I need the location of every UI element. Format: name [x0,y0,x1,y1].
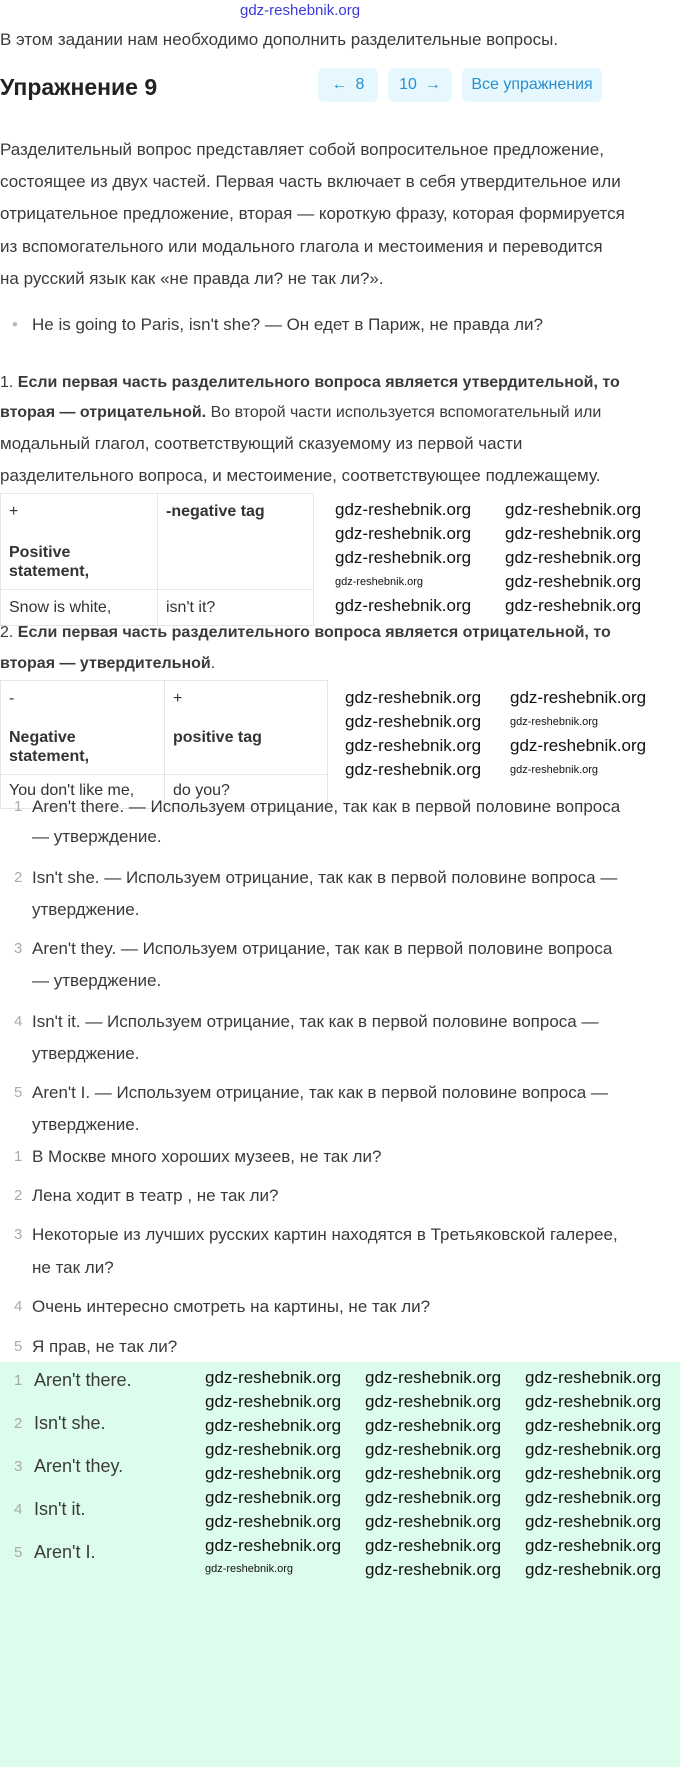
watermark: gdz-reshebnik.org [335,524,472,543]
watermark: gdz-reshebnik.org [205,1464,342,1483]
watermark: gdz-reshebnik.org [365,1416,502,1435]
explanation-item: — утверждение. [32,827,162,846]
translation-item: Некоторые из лучших русских картин находятся в Третьяковской галерее, [32,1225,618,1244]
watermark: gdz-reshebnik.org [525,1464,662,1483]
watermark: gdz-reshebnik.org [335,548,472,567]
translation-item: не так ли? [32,1258,114,1277]
page-title: Упражнение 9 [0,74,158,100]
item-number: 2 [14,1187,23,1204]
rule-heading: Если первая часть разделительного вопроса является утвердительной, то [17,374,620,391]
translation-item: В Москве много хороших музеев, не так ли? [32,1147,382,1166]
watermark: gdz-reshebnik.org [525,1392,662,1411]
table-cell: You don't like me, [1,775,165,809]
watermark: gdz-reshebnik.org [345,712,482,731]
watermark: gdz-reshebnik.org [205,1368,342,1387]
watermark: gdz-reshebnik.org [205,1416,342,1435]
item-number: 5 [14,1084,23,1101]
watermark: gdz-reshebnik.org [525,1512,662,1531]
table-header-cell: -negative tag [158,494,314,590]
answer-item: Isn't it. [34,1499,86,1519]
explanation-item: утверджение. [32,1115,140,1134]
item-number: 5 [14,1338,23,1355]
explanation-item: — утверджение. [32,971,162,990]
positive-statement-table [0,493,314,626]
watermark: gdz-reshebnik.org [335,596,472,615]
watermark: gdz-reshebnik.org [505,548,642,567]
item-number: 5 [14,1544,23,1561]
watermark: gdz-reshebnik.org [335,576,424,588]
watermark: gdz-reshebnik.org [365,1512,502,1531]
watermark: gdz-reshebnik.org [525,1560,662,1579]
intro-text: В этом задании нам необходимо дополнить разделительные вопросы. [0,30,559,49]
prev-label: 8 [355,76,365,93]
watermark: gdz-reshebnik.org [505,524,642,543]
watermark: gdz-reshebnik.org [525,1416,662,1435]
item-number: 1 [14,798,23,815]
bullet-icon: • [12,315,18,334]
answer-item: Aren't there. [34,1370,132,1390]
item-number: 2 [14,1415,23,1432]
translation-item: Очень интересно смотреть на картины, не так ли? [32,1297,431,1316]
watermark: gdz-reshebnik.org [205,1392,342,1411]
explanation-item: утверджение. [32,1044,140,1063]
watermark: gdz-reshebnik.org [365,1440,502,1459]
item-number: 2 [14,869,23,886]
rule-text: разделительного вопроса, и местоимение, соответствующее подлежащему. [0,466,601,485]
item-number: 1 [14,1372,23,1389]
translation-item: Я прав, не так ли? [32,1337,178,1356]
prev-exercise-button[interactable] [318,68,378,102]
table-cell: isn't it? [158,590,314,626]
watermark: gdz-reshebnik.org [525,1488,662,1507]
watermark: gdz-reshebnik.org [510,716,599,728]
theory-line: из вспомогательного или модального глагола и местоимения и переводится [0,237,603,256]
translation-item: Лена ходит в театр , не так ли? [32,1186,279,1205]
watermark: gdz-reshebnik.org [505,596,642,615]
watermark: gdz-reshebnik.org [205,1536,342,1555]
next-exercise-button[interactable] [388,68,452,102]
rule-number: 2. [0,624,14,641]
rule-dot: . [210,655,216,672]
explanation-item: утверджение. [32,900,140,919]
explanation-item: Aren't I. — Используем отрицание, так как в первой половине вопроса — [32,1083,608,1102]
arrow-left-icon: ← [331,76,348,93]
watermark: gdz-reshebnik.org [525,1368,662,1387]
watermark: gdz-reshebnik.org [205,1440,342,1459]
header-watermark: gdz-reshebnik.org [240,2,361,19]
negative-statement-table [0,680,328,809]
table-header-cell: + Positive statement, [1,494,158,590]
theory-line: на русский язык как «не правда ли? не так ли?». [0,269,384,288]
watermark: gdz-reshebnik.org [505,500,642,519]
answer-item: Aren't I. [34,1542,96,1562]
theory-line: отрицательное предложение, вторая — короткую фразу, которая формируется [0,204,625,223]
watermark: gdz-reshebnik.org [205,1563,294,1575]
theory-line: Разделительный вопрос представляет собой вопросительное предложение, [0,140,604,159]
table-cell: do you? [165,775,328,809]
table-header-cell: + positive tag [165,681,328,775]
watermark: gdz-reshebnik.org [525,1440,662,1459]
watermark: gdz-reshebnik.org [365,1368,502,1387]
item-number: 4 [14,1501,23,1518]
watermark: gdz-reshebnik.org [510,736,647,755]
arrow-right-icon: → [424,76,441,93]
explanation-item: Isn't it. — Используем отрицание, так как в первой половине вопроса — [32,1012,599,1031]
watermark: gdz-reshebnik.org [365,1560,502,1579]
item-number: 1 [14,1148,23,1165]
item-number: 4 [14,1013,23,1030]
watermark: gdz-reshebnik.org [345,736,482,755]
explanation-item: Aren't they. — Используем отрицание, так как в первой половине вопроса [32,939,613,958]
all-exercises-button[interactable] [462,68,602,102]
explanation-item: Aren't there. — Используем отрицание, так как в первой половине вопроса [32,797,621,816]
next-label: 10 [399,76,417,93]
theory-line: состоящее из двух частей. Первая часть включает в себя утвердительное или [0,172,621,191]
answer-item: Aren't they. [34,1456,124,1476]
watermark: gdz-reshebnik.org [365,1392,502,1411]
rule-heading: Если первая часть разделительного вопроса является отрицательной, то [17,624,611,641]
watermark: gdz-reshebnik.org [365,1464,502,1483]
all-label: Все упражнения [471,76,593,93]
watermark: gdz-reshebnik.org [510,764,599,776]
example-bullet: He is going to Paris, isn't she? — Он едет в Париж, не правда ли? [32,315,544,334]
rule-heading: вторая — утвердительной [0,655,211,672]
table-cell: Snow is white, [1,590,158,626]
item-number: 3 [14,1458,23,1475]
watermark: gdz-reshebnik.org [505,572,642,591]
table-header-cell: - Negative statement, [1,681,165,775]
watermark: gdz-reshebnik.org [525,1536,662,1555]
rule-text: Во второй части используется вспомогательный или [206,404,602,421]
item-number: 3 [14,940,23,957]
watermark: gdz-reshebnik.org [205,1488,342,1507]
rule-text: модальный глагол, соответствующий сказуемому из первой части [0,434,523,453]
watermark: gdz-reshebnik.org [365,1536,502,1555]
rule-number: 1. [0,374,14,391]
watermark: gdz-reshebnik.org [205,1512,342,1531]
answer-item: Isn't she. [34,1413,106,1433]
explanation-item: Isn't she. — Используем отрицание, так как в первой половине вопроса — [32,868,618,887]
watermark: gdz-reshebnik.org [345,688,482,707]
watermark: gdz-reshebnik.org [365,1488,502,1507]
watermark: gdz-reshebnik.org [345,760,482,779]
watermark: gdz-reshebnik.org [335,500,472,519]
watermark: gdz-reshebnik.org [510,688,647,707]
rule-heading: вторая — отрицательной. [0,404,207,421]
item-number: 3 [14,1226,23,1243]
item-number: 4 [14,1298,23,1315]
